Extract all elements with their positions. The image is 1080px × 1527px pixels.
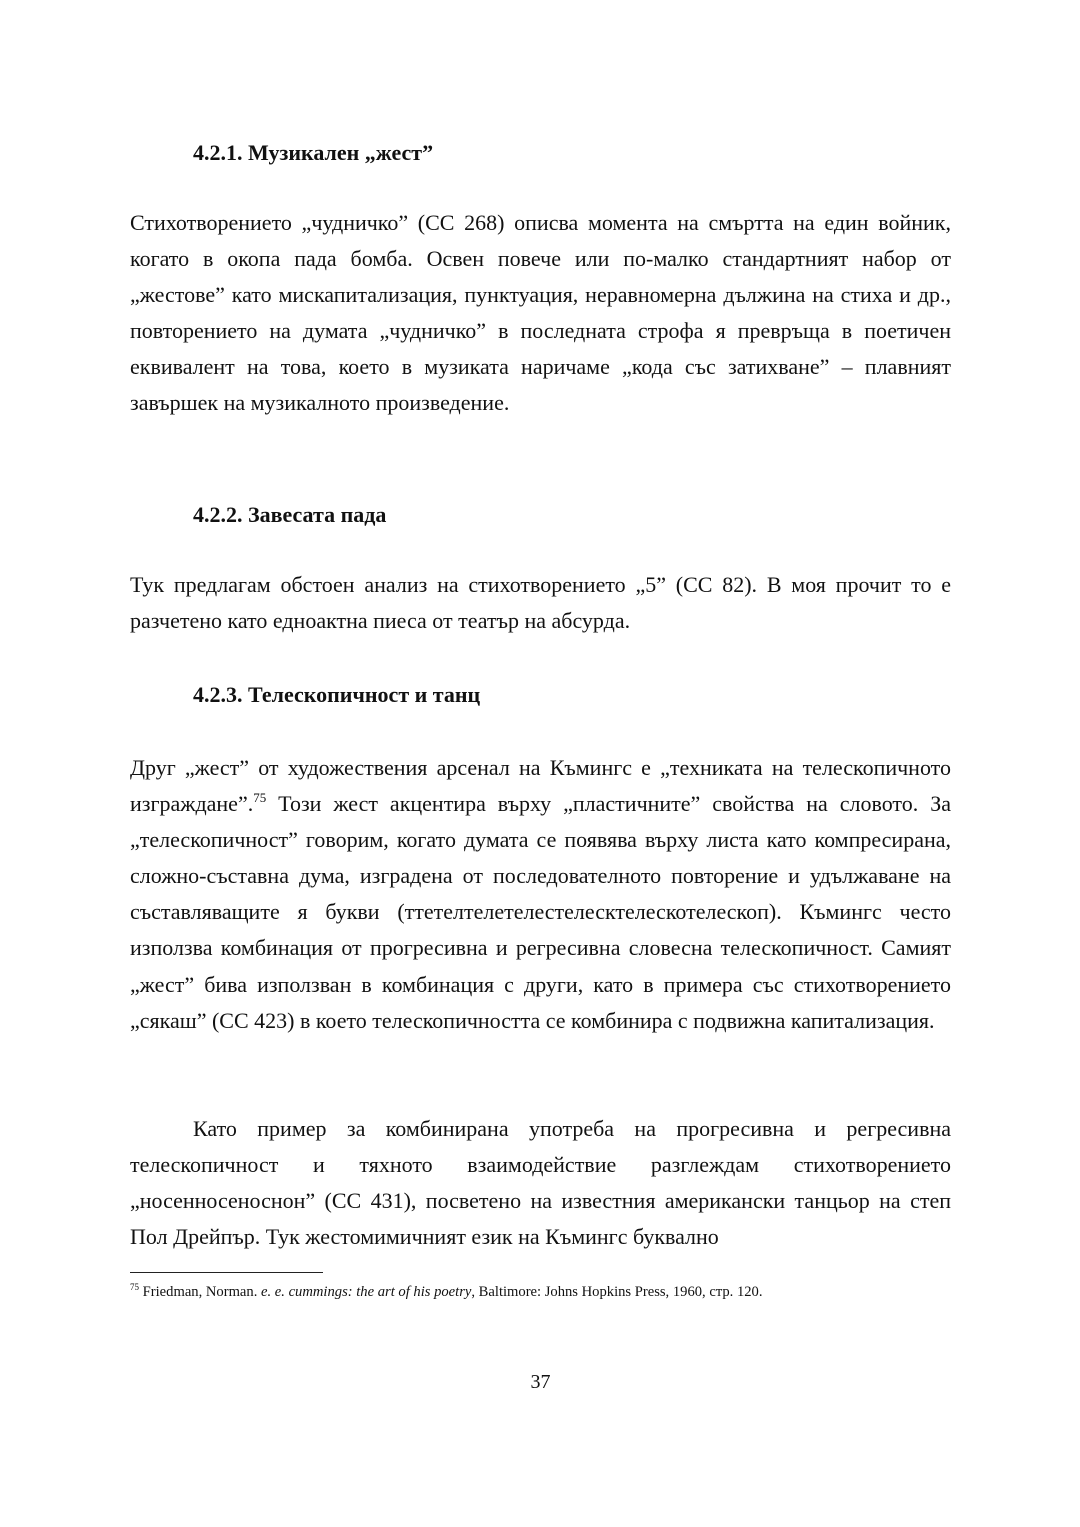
- footnote-publication: , Baltimore: Johns Hopkins Press, 1960, стр. 120.: [471, 1284, 763, 1300]
- footnote-title: e. e. cummings: the art of his poetry: [261, 1284, 472, 1300]
- paragraph-text: Друг „жест” от художествения арсенал на Къмингс е „техниката на телескопичното изграждане”.: [130, 755, 951, 817]
- page-number: 37: [530, 1371, 551, 1393]
- section-paragraph: [130, 750, 951, 1039]
- footnote-author: Friedman, Norman.: [142, 1284, 258, 1300]
- footnote-reference[interactable]: 75: [253, 790, 267, 806]
- section-paragraph: Стихотворението „чудничко” (CC 268) описва момента на смъртта на един войник, когато в окопа пада бомба. Освен повече или по-малко стандартният набор от „жестове” като мискапитализация, пунктуация, неравномерна дължина на стиха и др., повторението на думата „чудничко” в последната строфа я превръща в поетичен еквивалент на това, което в музиката наричаме „кода със затихване” – плавният завършек на музикалното произведение.: [130, 210, 951, 416]
- document-page: [130, 0, 951, 1527]
- footnote: [130, 1282, 951, 1302]
- footnote-number: 75: [130, 1282, 139, 1292]
- section-paragraph: Като пример за комбинирана употреба на прогресивна и регресивна телескопичност и тяхното взаимодействие разглеждам стихотворението „носенносеноснон” (CC 431), посветено на известния американски танцьор на степ Пол Дрейпър. Тук жестомимичният език на Къмингс буквално: [130, 1116, 951, 1250]
- section-heading-4-2-3: 4.2.3. Телескопичност и танц: [193, 682, 481, 707]
- section-heading-4-2-2: 4.2.2. Завесата пада: [193, 502, 387, 527]
- section-paragraph: Тук предлагам обстоен анализ на стихотворението „5” (CC 82). В моя прочит то е разчетено като едноактна пиеса от театър на абсурда.: [130, 572, 951, 634]
- paragraph-text: Този жест акцентира върху „пластичните” свойства на словото. За „телескопичност” говорим, когато думата се появява върху листа като компресирана, сложно-съставна дума, изградена от последователното повторение и удължаване на съставляващите я букви (ттетелтелетелестелесктелескотелескоп). Къмингс често използва комбинация от прогресивна и регресивна словесна телескопичност. Самият „жест” бива използван в комбинация с други, като в примера със стихотворението „сякаш” (CC 423) в което телескопичността се комбинира с подвижна капитализация.: [130, 791, 951, 1033]
- section-heading-4-2-1: 4.2.1. Музикален „жест”: [193, 140, 434, 165]
- footnote-separator: [130, 1272, 323, 1273]
